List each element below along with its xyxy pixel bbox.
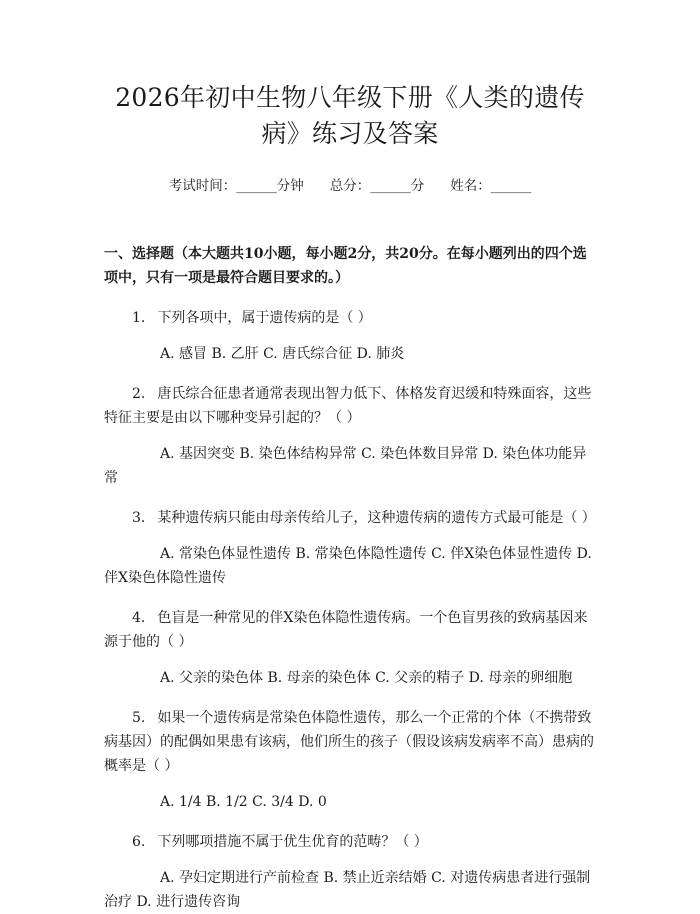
title-line-2: 病》练习及答案 (261, 119, 439, 148)
name-label: 姓名： (450, 178, 491, 194)
question-number: 4. (132, 610, 146, 626)
name-blank: ______ (490, 178, 532, 194)
question-text: 唐氏综合征患者通常表现出智力低下、体格发育迟缓和特殊面容，这些特征主要是由以下哪种变异引起的？（ ） (104, 386, 592, 426)
question-text: 下列哪项措施不属于优生优育的范畴？（ ） (157, 834, 428, 850)
question-number: 3. (132, 510, 146, 526)
question-number: 5. (132, 710, 146, 726)
question-options: A. 父亲的染色体 B. 母亲的染色体 C. 父亲的精子 D. 母亲的卵细胞 (160, 670, 573, 686)
question-number: 6. (132, 834, 146, 850)
question-number: 1. (132, 310, 146, 326)
exam-title (104, 80, 596, 152)
score-unit: 分 (410, 178, 425, 194)
question-stem (104, 506, 596, 530)
section-heading: 一、选择题（本大题共10小题，每小题2分，共20分。在每小题列出的四个选项中，只有一项是最符合题目要求的。） (104, 246, 587, 286)
question-text: 如果一个遗传病是常染色体隐性遗传，那么一个正常的个体（不携带致病基因）的配偶如果患有该病，他们所生的孩子（假设该病发病率不高）患病的概率是（ ） (104, 710, 594, 774)
question-text: 下列各项中，属于遗传病的是（ ） (157, 310, 372, 326)
question-text: 某种遗传病只能由母亲传给儿子，这种遗传病的遗传方式最可能是（ ） (157, 510, 596, 526)
exam-page (104, 80, 596, 914)
question-stem (104, 306, 596, 330)
question-options: A. 基因突变 B. 染色体结构异常 C. 染色体数目异常 D. 染色体功能异常 (104, 446, 587, 486)
question-stem (104, 706, 596, 778)
question-options: A. 孕妇定期进行产前检查 B. 禁止近亲结婚 C. 对遗传病患者进行强制治疗 D. 进行遗传咨询 (104, 870, 591, 910)
score-label: 总分： (329, 178, 371, 194)
question-options: A. 常染色体显性遗传 B. 常染色体隐性遗传 C. 伴X染色体显性遗传 D. 伴X染色体隐性遗传 (104, 546, 592, 586)
exam-meta (104, 176, 596, 196)
time-blank: ______ (236, 178, 277, 194)
question-text: 色盲是一种常见的伴X染色体隐性遗传病。一个色盲男孩的致病基因来源于他的（ ） (104, 610, 588, 650)
question-stem (104, 606, 596, 654)
time-label: 考试时间： (168, 178, 237, 194)
question-stem (104, 382, 596, 430)
score-blank: ______ (370, 178, 411, 194)
time-unit: 分钟 (276, 178, 304, 194)
question-options: A. 1/4 B. 1/2 C. 3/4 D. 0 (160, 794, 327, 810)
question-list (104, 306, 596, 914)
title-line-1: 2026年初中生物八年级下册《人类的遗传 (115, 83, 585, 112)
question-number: 2. (132, 386, 146, 402)
question-options: A. 感冒 B. 乙肝 C. 唐氏综合征 D. 肺炎 (160, 346, 405, 362)
question-stem (104, 830, 596, 854)
